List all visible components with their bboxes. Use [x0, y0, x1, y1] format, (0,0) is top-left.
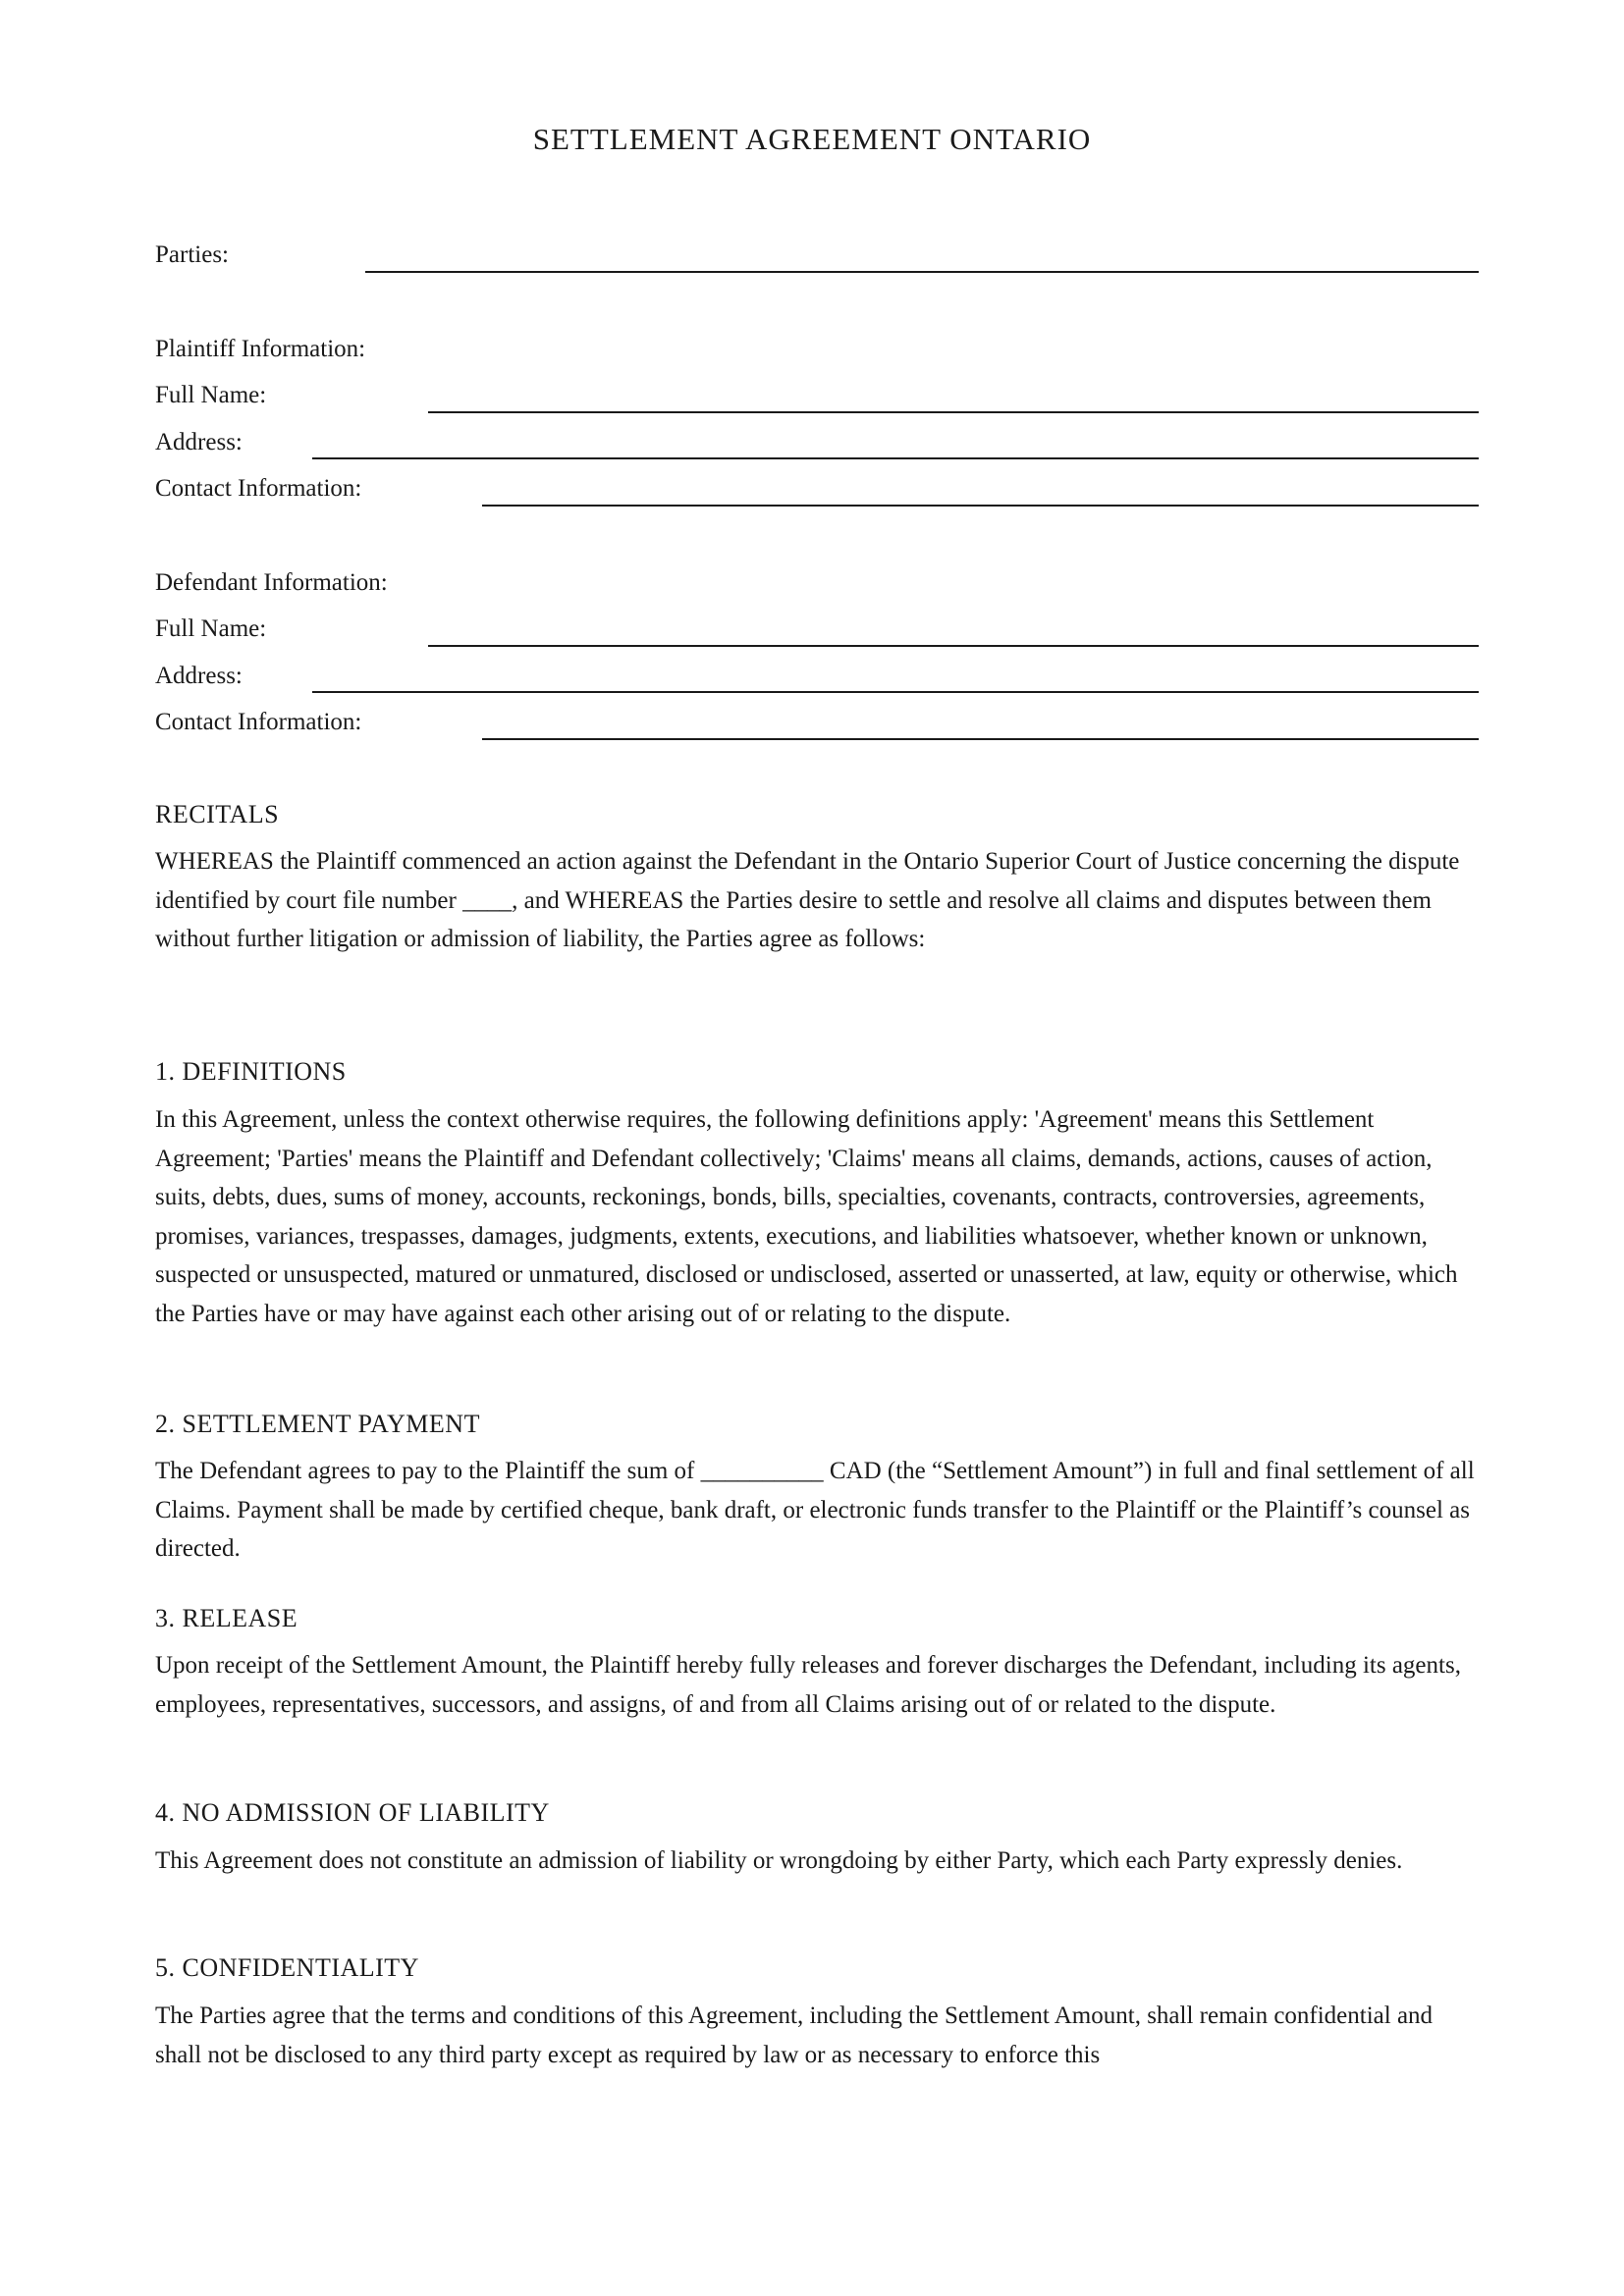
parties-field-line[interactable] [365, 271, 1479, 273]
defendant-full-name-label: Full Name: [155, 615, 267, 642]
section-confidentiality-heading: 5. CONFIDENTIALITY [155, 1953, 419, 1982]
plaintiff-address-line[interactable] [312, 457, 1479, 459]
defendant-contact-line[interactable] [482, 738, 1479, 740]
plaintiff-heading: Plaintiff Information: [155, 336, 366, 362]
plaintiff-full-name-line[interactable] [428, 411, 1479, 413]
section-no-admission-heading: 4. NO ADMISSION OF LIABILITY [155, 1798, 550, 1827]
plaintiff-contact-line[interactable] [482, 505, 1479, 507]
section-settlement-payment-heading: 2. SETTLEMENT PAYMENT [155, 1410, 480, 1438]
section-settlement-payment-text: The Defendant agrees to pay to the Plaintiff the sum of __________ CAD (the “Settlement Amount”) in full and final settlement of all Claims. Payment shall be made by certified cheque, bank draft, or electronic funds transfer to the Plaintiff or the Plaintiff’s counsel as directed. [155, 1458, 1475, 1562]
plaintiff-full-name-label: Full Name: [155, 382, 267, 408]
section-no-admission-text: This Agreement does not constitute an admission of liability or wrongdoing by either Party, which each Party expressly denies. [155, 1847, 1403, 1874]
defendant-address-line[interactable] [312, 691, 1479, 693]
section-release-heading: 3. RELEASE [155, 1604, 298, 1632]
plaintiff-contact-label: Contact Information: [155, 475, 362, 502]
section-confidentiality-text: The Parties agree that the terms and conditions of this Agreement, including the Settlement Amount, shall remain confidential and shall not be disclosed to any third party except as required by law or as necessary to enforce this [155, 2002, 1434, 2068]
document-title: SETTLEMENT AGREEMENT ONTARIO [532, 122, 1092, 156]
section-definitions-text: In this Agreement, unless the context otherwise requires, the following definitions apply: 'Agreement' means this Settlement Agreement; 'Parties' means the Plaintiff and Defendant collectively; 'Claims' means all claims, demands, actions, causes of action, suits, debts, dues, sums of money, accounts, reckonings, bonds, bills, specialties, covenants, contracts, controversies, agreements, promises, variances, trespasses, damages, judgments, extents, executions, and liabilities whatsoever, whether known or unknown, suspected or unsuspected, matured or unmatured, disclosed or undisclosed, asserted or unasserted, at law, equity or otherwise, which the Parties have or may have against each other arising out of or relating to the dispute. [155, 1106, 1458, 1327]
defendant-contact-label: Contact Information: [155, 709, 362, 735]
defendant-heading: Defendant Information: [155, 569, 388, 596]
parties-label: Parties: [155, 241, 229, 268]
recitals-heading: RECITALS [155, 800, 280, 828]
defendant-full-name-line[interactable] [428, 645, 1479, 647]
section-release-text: Upon receipt of the Settlement Amount, the Plaintiff hereby fully releases and forever discharges the Defendant, including its agents, employees, representatives, successors, and assigns, of and from all Claims arising out of or related to the dispute. [155, 1652, 1461, 1718]
plaintiff-address-label: Address: [155, 429, 243, 455]
recitals-text: WHEREAS the Plaintiff commenced an action against the Defendant in the Ontario Superior Court of Justice concerning the dispute identified by court file number ____, and WHEREAS the Parties desire to settle and resolve all claims and disputes between them without further litigation or admission of liability, the Parties agree as follows: [155, 848, 1460, 952]
section-definitions-heading: 1. DEFINITIONS [155, 1057, 347, 1086]
defendant-address-label: Address: [155, 663, 243, 689]
